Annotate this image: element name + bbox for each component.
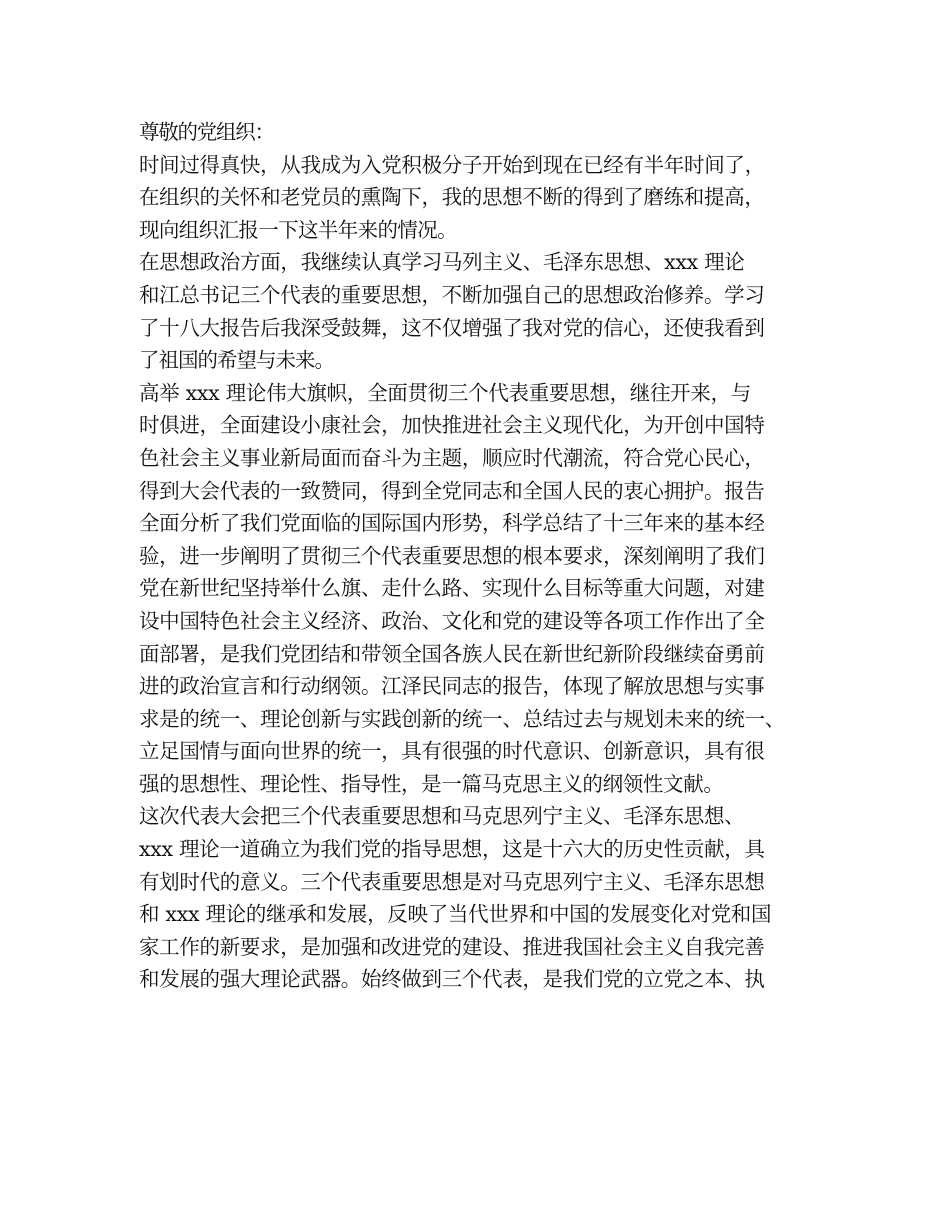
text-line: 和发展的强大理论武器。始终做到三个代表，是我们党的立党之本、执 [139,967,765,992]
text-line: 了祖国的希望与未来。 [139,348,334,373]
text-line: 时间过得真快，从我成为入党积极分子开始到现在已经有半年时间了， [139,152,765,177]
text-line: 面部署，是我们党团结和带领全国各族人民在新世纪新阶段继续奋勇前 [139,641,765,666]
text-line: 进的政治宣言和行动纲领。江泽民同志的报告，体现了解放思想与实事 [139,674,765,699]
text-line: 这次代表大会把三个代表重要思想和马克思列宁主义、毛泽东思想、 [139,804,745,829]
text-line: 立足国情与面向世界的统一，具有很强的时代意识、创新意识，具有很 [139,739,765,764]
text-line: 求是的统一、理论创新与实践创新的统一、总结过去与规划未来的统一、 [139,706,785,731]
text-line: 和江总书记三个代表的重要思想，不断加强自己的思想政治修养。学习 [139,282,765,307]
text-line: xxx 理论一道确立为我们党的指导思想，这是十六大的历史性贡献，具 [139,837,765,862]
text-line: 在组织的关怀和老党员的熏陶下，我的思想不断的得到了磨练和提高， [139,185,765,210]
text-line: 了十八大报告后我深受鼓舞，这不仅增强了我对党的信心，还使我看到 [139,315,765,340]
text-line: 有划时代的意义。三个代表重要思想是对马克思列宁主义、毛泽东思想 [139,869,765,894]
text-line: 全面分析了我们党面临的国际国内形势，科学总结了十三年来的基本经 [139,511,765,536]
text-line: 设中国特色社会主义经济、政治、文化和党的建设等各项工作作出了全 [139,608,765,633]
text-line: 得到大会代表的一致赞同，得到全党同志和全国人民的衷心拥护。报告 [139,478,765,503]
text-line: 现向组织汇报一下这半年来的情况。 [139,217,457,242]
text-line: 高举 xxx 理论伟大旗帜，全面贯彻三个代表重要思想，继往开来，与 [139,380,752,405]
text-line: 时俱进，全面建设小康社会，加快推进社会主义现代化，为开创中国特 [139,413,765,438]
text-line: 和 xxx 理论的继承和发展，反映了当代世界和中国的发展变化对党和国 [139,902,772,927]
text-line: 色社会主义事业新局面而奋斗为主题，顺应时代潮流，符合党心民心， [139,445,765,470]
document-body [139,116,839,996]
text-line: 党在新世纪坚持举什么旗、走什么路、实现什么目标等重大问题，对建 [139,576,765,601]
text-line: 强的思想性、理论性、指导性，是一篇马克思主义的纲领性文献。 [139,771,724,796]
text-line: 尊敬的党组织： [139,120,274,144]
text-line: 家工作的新要求，是加强和改进党的建设、推进我国社会主义自我完善 [139,934,765,959]
text-line: 在思想政治方面，我继续认真学习马列主义、毛泽东思想、xxx 理论 [139,250,745,275]
text-line: 验，进一步阐明了贯彻三个代表重要思想的根本要求，深刻阐明了我们 [139,543,765,568]
